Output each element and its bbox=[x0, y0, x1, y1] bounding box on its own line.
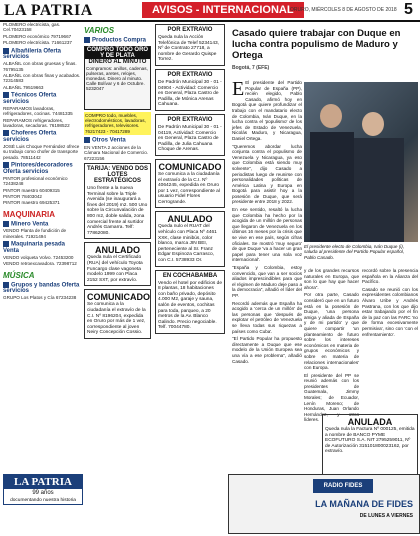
photo-figure bbox=[354, 138, 404, 242]
notice-title: POR EXTRAVIO bbox=[167, 27, 213, 33]
photo-face bbox=[320, 104, 342, 128]
page-header bbox=[0, 0, 420, 22]
ad-body: Vendo el hotel por edificios de 8 plantas, 18 habitaciones con baño privado, depósito 4.000 M2, garaje y sauna, salón de eventos, cochitas para toda, parqueo, a 20 metros de la Av. Blanco Galindo. Precio negociable. Telf. 70044780. bbox=[158, 280, 223, 331]
classified-line: PINTOR profesional económico 72438248 bbox=[3, 175, 68, 187]
padron-notice-2 bbox=[155, 114, 225, 156]
radio-logo: RADIO FIDES bbox=[313, 479, 373, 493]
notice-title: ANULADO bbox=[167, 214, 213, 225]
category-heading: Minero Venta bbox=[3, 221, 81, 228]
extravio-notice bbox=[155, 24, 225, 66]
classifieds-column-2 bbox=[84, 22, 151, 534]
anulado-notice bbox=[155, 211, 225, 266]
story-column-2 bbox=[304, 268, 359, 423]
category-heading: Productos Compra bbox=[84, 37, 151, 44]
ad-program: LA MAÑANA DE FIDES bbox=[315, 499, 413, 509]
classified-line: EN VENTA 2 acciones de la Cámara Nacional de Comercio. 67223156 bbox=[84, 144, 149, 161]
section-varios: VARIOS bbox=[84, 26, 115, 35]
classified-line: PINTOR 78403042 bbox=[3, 194, 42, 200]
notice-body: De Padrón Municipal 30 - 01 - 04904 - Actividad: Comercio en General, Plaza Castro de Padilla, de Mónica Arenas Cahuana. bbox=[158, 79, 222, 108]
category-heading: Técnicos Oferta servicios bbox=[3, 92, 57, 105]
classified-line: PINTOR maestro 60409315 bbox=[3, 187, 60, 193]
classified-line: REPARAMOS refrigeradores, lavadoras, secadoras. 76198522 bbox=[3, 117, 70, 129]
classified-line: ALBAÑIL con obras finas y acabados. 72314583 bbox=[3, 73, 81, 84]
ad-title: EN COCHABAMBA bbox=[162, 272, 218, 279]
story-paragraph: "España y Colombia, estoy convencido, que van a ser socios aliados imprescindibles para que el régimen de Maduro deje paso a la democracia", añadió el líder del PP. bbox=[232, 265, 302, 298]
category-heading: Albañilería Oferta servicios bbox=[3, 48, 62, 61]
category-icon bbox=[3, 48, 9, 54]
notice-body: Queda nula el Certificado (RUA) del vehículo Toyota Funcargo clase vagoneta modelo 1999 con Placa 2152 SXT, por extravío. bbox=[87, 255, 143, 283]
classified-line: VENDO Planta de fundición de minerales. 71921494 bbox=[3, 228, 67, 239]
notice-title: ANULADO bbox=[95, 245, 140, 256]
issue-date: ORURO, MIÉRCOLES 8 DE AGOSTO DE 2018 bbox=[290, 7, 397, 13]
story-paragraph: "El Partido Popular ha propuesto directamente a Duque que ese modelo de la Unión Europea sea una vía a ese problema", añadió Casado. bbox=[232, 336, 302, 364]
category-heading: Otros Venta bbox=[84, 137, 151, 144]
page-number: 5 bbox=[404, 1, 413, 18]
gold-buyer-ad bbox=[84, 46, 151, 110]
story-byline: Bogotá, 7 (EFE) bbox=[232, 65, 270, 71]
story-column-1 bbox=[232, 80, 302, 410]
category-icon bbox=[84, 137, 90, 143]
notice-title: ANULADA bbox=[347, 417, 393, 427]
category-icon bbox=[3, 241, 9, 247]
category-heading: Choferes Oferta servicios bbox=[3, 131, 57, 144]
category-icon bbox=[3, 130, 9, 136]
notice-body: Queda nula la Factura Nº 000125, emitida a nombre de BANCO PYME ECOFUTURO S.A. NIT 2795259011, Nº de Autorización 315101800023162, por extravío. bbox=[325, 427, 415, 455]
story-paragraph: y de los grandes recursos naturales en Europa, que son lo que hay que hacer ahora". bbox=[304, 268, 359, 290]
comunicado-notice bbox=[155, 159, 225, 209]
category-heading: Maquinaria pesada Venta bbox=[3, 241, 66, 254]
story-paragraph: En ese sentido, resaltó la lucha que Colombia ha hecho por la acogida de un millón de personas que llegaron de Venezuela en los últimos 16 meses por la crisis que se vive en ese país, según cifras oficiales. Se mostró 'muy seguro' de que Duque 'va a hacer un gran papel para tener una sola voz internacional'. bbox=[232, 207, 302, 263]
notice-title: POR EXTRAVIO bbox=[167, 71, 213, 78]
ad-title: COMPRO TODO ORO Y DE PLATA bbox=[86, 46, 149, 59]
section-maquinaria: MAQUINARIA bbox=[3, 209, 55, 219]
story-photo bbox=[304, 82, 418, 242]
classified-line: JOSÉ Luis Choque Fernández ofrece su trabajo como chofer de transporte pesado. 78511442 bbox=[3, 144, 80, 160]
notice-body: De Padrón Municipal 30 - 01 - 04119, Actividad: Comercio en General, Plaza Castro de Padilla, de Julia Cahuana Choque de Arenas. bbox=[158, 124, 222, 153]
category-icon bbox=[3, 162, 9, 168]
radio-fides-ad bbox=[228, 474, 420, 534]
banner-title: LA PATRIA bbox=[4, 475, 82, 489]
story-headline: Casado quiere trabajar con Duque en lucha contra populismo de Maduro y Ortega bbox=[232, 28, 401, 61]
story-paragraph: El presidente del PP se reunió además con los presidentes de Guatemala, Jimmy Morales; de Ecuador, Lenín Moreno; de Honduras, Juan Orlando Hernández, y otros líderes. bbox=[304, 372, 359, 423]
story-paragraph: Casado se reunió con los expresidentes colombianos Álvaro Uribe y Andrés Pastrana, con los que dijo estar trabajando por el fin de la paz con las FARC 'no de forma excesivamente permisiva', sino con 'con el enfrentamiento'. bbox=[362, 286, 418, 337]
story-paragraph: "Queremos abordar lucha conjunta contra el populismo de Venezuela y Nicaragua, ya eso que Colombia está siendo muy solvente", dijo Casado a periodistas luego de reunirse con personalidades políticas de América Latina y Europa en Bogotá para asistir hoy a la posesión de Duque, que será presidente entre 2018 y 2022. bbox=[232, 143, 302, 205]
category-heading: Pintores/decoradores Oferta servicios bbox=[3, 162, 73, 175]
classified-line: PLOMERO económico 79719667 bbox=[3, 33, 72, 39]
notice-body: Se comunica a la ciudadanía el extravío de la C.I. Nº 4064245, expedida en Oruro por 1 vez, correspondiente al usuario Fidel Flores Cerrogrande. bbox=[158, 171, 220, 205]
la-patria-banner bbox=[3, 474, 83, 505]
category-icon bbox=[3, 282, 9, 288]
classified-line: ALBAÑIL 79519663 bbox=[3, 84, 44, 90]
classified-line: PLOMERO electricista. 71661237 bbox=[3, 40, 72, 46]
anulado-notice bbox=[84, 242, 151, 286]
ad-schedule: DE LUNES A VIERNES bbox=[359, 513, 413, 519]
classified-line: PINTOR maestro 69425371 bbox=[3, 200, 60, 206]
notice-body: Se comunica a la ciudadanía el extravío de la C.I. Nº 8196204, expedida en Oruro por más de 1 vez, correspondiente al joven Neiry Concepción Cossio. bbox=[87, 302, 146, 336]
notice-title: COMUNICADO bbox=[158, 161, 222, 172]
classified-line: VENDO retroexcavadora. 72398712 bbox=[3, 261, 77, 267]
photo-caption: El presidente electo de Colombia, Iván Duque (i), saluda al presidente del Partido Popular español, Pablo Casado. bbox=[304, 244, 405, 260]
category-heading: Grupos y bandas Oferta servicios bbox=[3, 282, 80, 295]
section-title: AVISOS - INTERNACIONAL bbox=[142, 2, 304, 18]
classified-line: GRUPO Los Platos y Cía 67234238 bbox=[3, 295, 77, 301]
photo-face bbox=[362, 112, 384, 136]
classified-line: PLOMERO electricista, gas. Cel.70423158 bbox=[3, 22, 61, 33]
category-icon bbox=[3, 221, 9, 227]
category-icon bbox=[3, 92, 9, 98]
section-musica: MÚSICA bbox=[3, 270, 35, 280]
newspaper-logo: LA PATRIA bbox=[4, 2, 93, 19]
anulada-notice bbox=[322, 414, 418, 476]
story-paragraph: El presidente del Partido Popular de España (PP), recién elegido, Pablo Casado, afirmó hoy en Bogotá que quiere profundizar el trabajo con el mandatario electo de Colombia, Iván Duque, en la lucha contra el 'populismo' de los jefes de Estado de Venezuela, Nicolás Maduro, y Nicaragua, Daniel Ortega. bbox=[232, 80, 302, 141]
padron-notice-1 bbox=[155, 69, 225, 111]
cochabamba-hotel-ad bbox=[155, 270, 225, 334]
photo-figure bbox=[310, 132, 354, 242]
classified-line: REPARAMOS lavadoras, refrigeradores, cocinas. 74481335 bbox=[3, 105, 73, 117]
classifieds-column-3 bbox=[155, 22, 225, 534]
ad-body: Compramos: anillos, cadenas, pulseras, aretes, relojes, monedas. Dinero al minuto. Calle Bolívar y 6 de Octubre. 5232047 bbox=[86, 65, 148, 91]
ad-title: TARIJA: VENDO DOS LOTES ESTRATÉGICOS bbox=[87, 166, 148, 184]
comunicado-notice bbox=[84, 289, 151, 339]
ad-body: Uno frente a la nueva Terminal sobre la Triple Avenida (se inaugurará a fines del 2019) m2. 500 Uno sobre la Circunvalación de 800 m2, doble salida, zona comercial frente al surtidor Andrés Gamarra. Telf: 77862080. bbox=[87, 186, 148, 236]
banner-years: 99 años bbox=[32, 490, 54, 496]
category-icon bbox=[84, 37, 90, 43]
notice-title: POR EXTRAVIO bbox=[167, 116, 213, 123]
tarija-lots-ad bbox=[84, 163, 151, 239]
notice-title: COMUNICADO bbox=[87, 292, 150, 303]
classifieds-column-1 bbox=[3, 22, 81, 534]
drop-cap: E bbox=[232, 78, 245, 100]
main-story bbox=[228, 22, 418, 534]
story-paragraph: Recordó además que España ha acogido a 'cerca de un millón' de las personas que 'después de explotar el petróleo de Venezuela se lleva todas sus riquezas a países como Cuba'. bbox=[232, 300, 302, 334]
banner-slogan: documentando nuestra historia bbox=[10, 498, 76, 503]
story-paragraph: Por otra parte, Casado consideró que en un futuro está en la posesión de Duque, 'una persona amiga y aliada de España y de mi partido' y que quiere compartir 'un planteamiento de futuro sobre los intereses económicos en materia de grupos económicos y sobre en materia de relaciones internacionales' con Europa. bbox=[304, 292, 359, 371]
story-paragraph: recordó sobre la presencia española en la Alianza del Pacífico. bbox=[362, 268, 418, 285]
yellow-classified: COMPRO todo, muebles, electrodomésticos, lavadoras, refrigeradores, televisores. 76217423 - 70417289 bbox=[84, 112, 151, 136]
notice-body: Queda nulo el RUAT del vehículo con Placa Nº 4461 XXK, clase minibús, color blanco, marca JIN BEI, perteneciente al Sr. Franz Edgar Espinoza Carrasco, con C.I. 5738933 Or. bbox=[158, 224, 217, 264]
ad-subtitle: DINERO AL MINUTO bbox=[88, 58, 147, 65]
notice-body: Queda nula la Acción Telefónica de Telef 5234143, Nº de Contrato 27718, a nombre de Gerardo Quispe Torrez. bbox=[158, 35, 219, 63]
classified-line: ALBAÑIL con obras gruesas y finas. 76795135 bbox=[3, 61, 77, 72]
classified-line: VENDO volqueta Volvo. 72453200 bbox=[3, 254, 74, 260]
story-column-3 bbox=[362, 268, 418, 412]
